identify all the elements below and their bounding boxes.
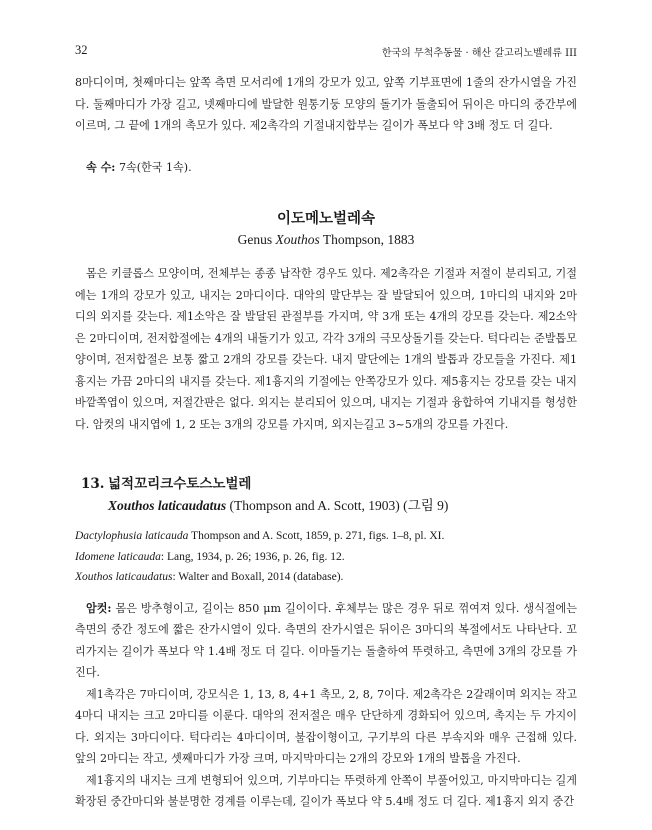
genus-count-label: 속 수: [86, 160, 116, 174]
synonym-name: Xouthos laticaudatus [75, 571, 173, 583]
species-heading [75, 473, 577, 518]
genus-count-line [75, 157, 577, 179]
female-text-1: 몸은 방추형이고, 길이는 850 μm 길이이다. 후체부는 많은 경우 뒤로 꺾여져 있다. 생식절에는 측면의 중간 정도에 짧은 잔가시열이 있다. 측면의 잔가시열은 뒤이은 3마디의 복절에서도 나타난다. 꼬리가지는 길이가 폭보다 약 1.4배 정도 더 길다. 이마돌기는 돌출하여 뚜렷하고, 측면에 3개의 강모를 가진다. [75, 601, 577, 679]
species-latin-name [108, 495, 448, 517]
page-body [75, 72, 577, 813]
intro-paragraph: 8마디이며, 첫째마디는 앞쪽 측면 모서리에 1개의 강모가 있고, 앞쪽 기부표면에 1줄의 잔가시열을 가진다. 둘째마디가 가장 길고, 넷째마디에 발달한 원통기둥 모양의 돌기가 돌출되어 뒤이은 마디의 중간부에 이르며, 그 끝에 1개의 촉모가 있다. 제2촉각의 기절내지합부는 길이가 폭보다 약 3배 정도 더 길다. [75, 76, 577, 132]
species-scientific-name: Xouthos laticaudatus [108, 498, 227, 513]
female-description-1 [75, 598, 577, 684]
genus-name: Xouthos [275, 232, 320, 247]
synonym-list [75, 526, 577, 588]
synonym-name: Idomene laticauda [75, 550, 161, 563]
genus-heading [75, 208, 577, 249]
species-number: 13. [81, 476, 105, 492]
female-description-3: 제1흉지의 내지는 크게 변형되어 있으며, 기부마디는 뚜렷하게 안쪽이 부풀어있고, 마지막마디는 길게 확장된 중간마디와 불분명한 경계를 이루는데, 길이가 폭보다 약 5.4배 정도 더 길다. 제1흉지 외지 중간 [75, 773, 577, 808]
synonym-citation: : Walter and Boxall, 2014 (database). [172, 571, 344, 583]
genus-prefix: Genus [237, 232, 273, 247]
page-number: 32 [75, 43, 88, 57]
female-label: 암컷: [86, 601, 112, 615]
synonym-citation: Thompson and A. Scott, 1859, p. 271, figs. 1–8, pl. XI. [188, 530, 445, 542]
species-korean-name: 넓적꼬리크수토스노벌레 [108, 476, 252, 492]
genus-description: 몸은 키클롭스 모양이며, 전체부는 종종 납작한 경우도 있다. 제2촉각은 기절과 저절이 분리되고, 기절에는 1개의 강모가 있고, 내지는 2마디이다. 대악의 말단부는 잘 발달되어 있으며, 1마디의 내지와 2마디의 외지를 갖는다. 제1소악은 잘 발달된 관절부를 가지며, 약 3개 또는 4개의 강모를 갖는다. 제2소악은 2마디이며, 전저합절에는 4개의 내돌기가 있고, 각각 3개의 극모상돌기를 갖는다. 턱다리는 준발톱모양이며, 전저합절은 보통 짧고 2개의 강모를 갖는다. 내지 말단에는 1개의 발톱과 강모들을 가진다. 제1흉지는 가끔 2마디의 내지를 갖는다. 제1흉지의 기절에는 안쪽강모가 있다. 제5흉지는 강모를 갖는 내지 바깥쪽엽이 있으며, 저절간판은 없다. 외지는 분리되어 있으며, 내지는 기절과 융합하여 기내지를 형성한다. 암컷의 내지엽에 1, 2 또는 3개의 강모를 가지며, 외지는길고 3~5개의 강모를 가진다. [75, 267, 577, 431]
synonym-citation: : Lang, 1934, p. 26; 1936, p. 26, fig. 12. [160, 550, 345, 563]
female-description-2: 제1촉각은 7마디이며, 강모식은 1, 13, 8, 4+1 촉모, 2, 8, 7이다. 제2촉각은 2갈래이며 외지는 작고 4마디 내지는 크고 2마디를 이룬다. 대악의 전저절은 매우 단단하게 경화되어 있으며, 촉지는 두 가지이다. 외지는 3마디이다. 턱다리는 4마디이며, 불잡이형이고, 구기부의 다른 부속지와 매우 근접해 있다. 앞의 2마디는 작고, 셋째마디가 가장 크며, 마지막마디는 2개의 강모와 1개의 발톱을 가진다. [75, 687, 577, 765]
page-header [75, 43, 577, 59]
genus-count-value: 7속(한국 1속). [118, 160, 192, 174]
genus-authority: Thompson, 1883 [322, 232, 415, 247]
genus-korean-name: 이도메노벌레속 [276, 210, 376, 227]
synonym-entry [75, 526, 577, 547]
genus-latin-name [75, 230, 577, 249]
synonym-entry [75, 547, 577, 568]
synonym-name: Dactylophusia laticauda [75, 530, 189, 542]
species-authority: (Thompson and A. Scott, 1903) (그림 9) [229, 498, 449, 513]
synonym-entry [75, 567, 577, 588]
running-title: 한국의 무척추동물 · 해산 갈고리노벨레류 III [381, 48, 577, 59]
